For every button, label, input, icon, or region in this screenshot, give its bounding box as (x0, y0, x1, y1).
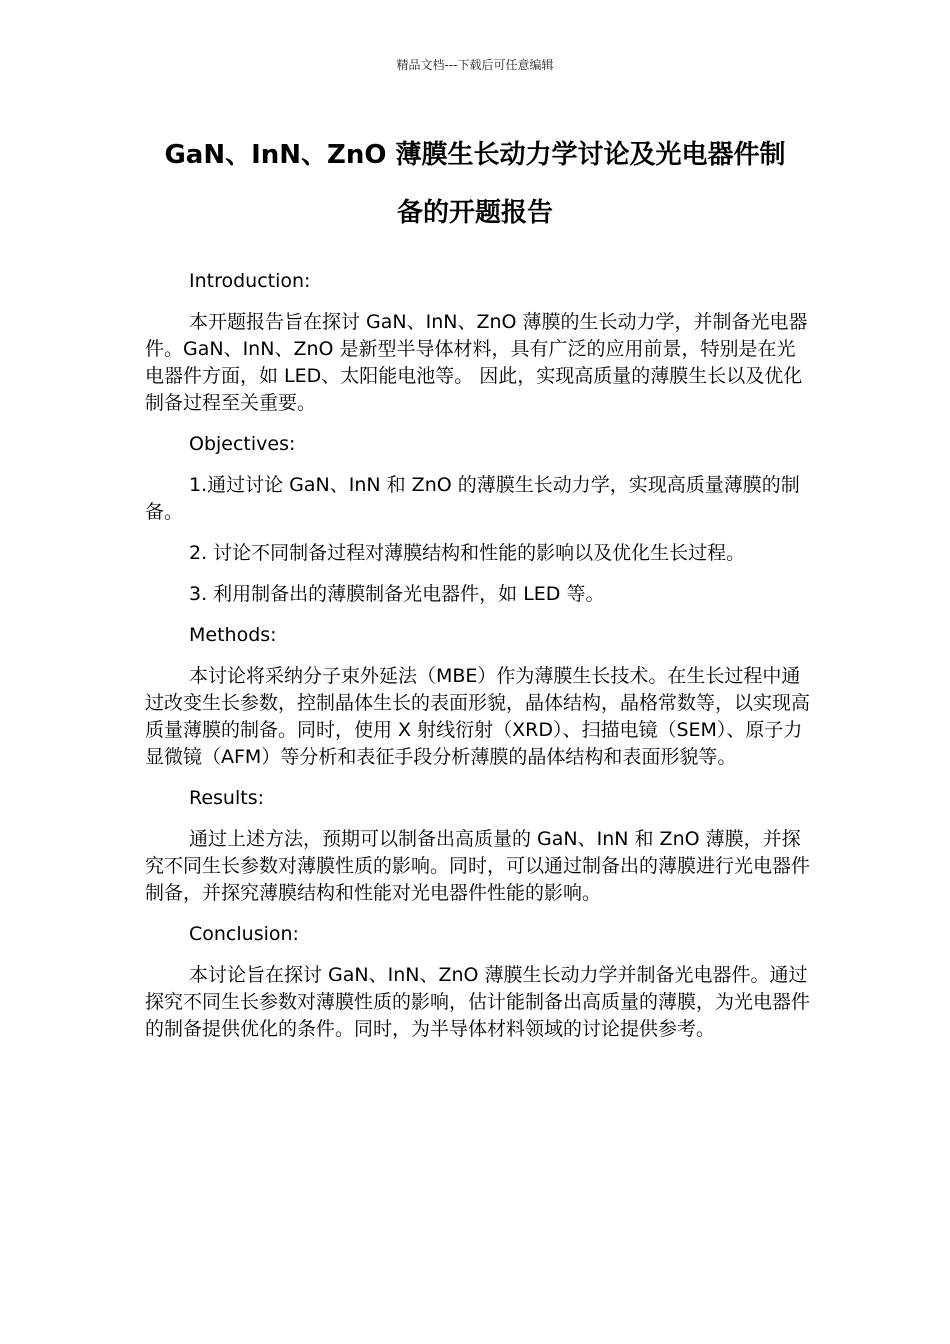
objectives-heading: Objectives: (189, 433, 296, 455)
objective-item-3: 3. 利用制备出的薄膜制备光电器件，如 LED 等。 (189, 583, 605, 605)
introduction-heading: Introduction: (189, 270, 311, 292)
conclusion-heading: Conclusion: (189, 923, 299, 945)
document-title (145, 126, 805, 242)
results-heading: Results: (189, 787, 265, 809)
methods-heading: Methods: (189, 624, 277, 646)
objective-item-2: 2. 讨论不同制备过程对薄膜结构和性能的影响以及优化生长过程。 (189, 542, 746, 564)
results-paragraph: 通过上述方法，预期可以制备出高质量的 GaN、InN 和 ZnO 薄膜，并探究不同生长参数对薄膜性质的影响。同时，可以通过制备出的薄膜进行光电器件制备，并探究薄膜结构和性能对光电器件性能的影响。 (145, 828, 811, 904)
methods-paragraph: 本讨论将采纳分子束外延法（MBE）作为薄膜生长技术。在生长过程中通过改变生长参数，控制晶体生长的表面形貌，晶体结构，晶格常数等，以实现高质量薄膜的制备。同时，使用 X 射线衍射（XRD）、扫描电镜（SEM）、原子力显微镜（AFM）等分析和表征手段分析薄膜的晶体结构和表面形貌等。 (145, 665, 811, 768)
objective-item-1: 1.通过讨论 GaN、InN 和 ZnO 的薄膜生长动力学，实现高质量薄膜的制备。 (145, 474, 800, 523)
header-note: 精品文档---下载后可任意编辑 (396, 58, 554, 72)
title-line-2: 备的开题报告 (396, 198, 553, 228)
title-line-1: GaN、InN、ZnO 薄膜生长动力学讨论及光电器件制 (164, 140, 786, 170)
introduction-paragraph: 本开题报告旨在探讨 GaN、InN、ZnO 薄膜的生长动力学，并制备光电器件。GaN、InN、ZnO 是新型半导体材料，具有广泛的应用前景，特别是在光电器件方面，如 LED、太阳能电池等。 因此，实现高质量的薄膜生长以及优化制备过程至关重要。 (145, 311, 808, 414)
conclusion-paragraph: 本讨论旨在探讨 GaN、InN、ZnO 薄膜生长动力学并制备光电器件。通过探究不同生长参数对薄膜性质的影响，估计能制备出高质量的薄膜，为光电器件的制备提供优化的条件。同时，为半导体材料领域的讨论提供参考。 (145, 964, 811, 1040)
document-body (145, 268, 810, 1043)
